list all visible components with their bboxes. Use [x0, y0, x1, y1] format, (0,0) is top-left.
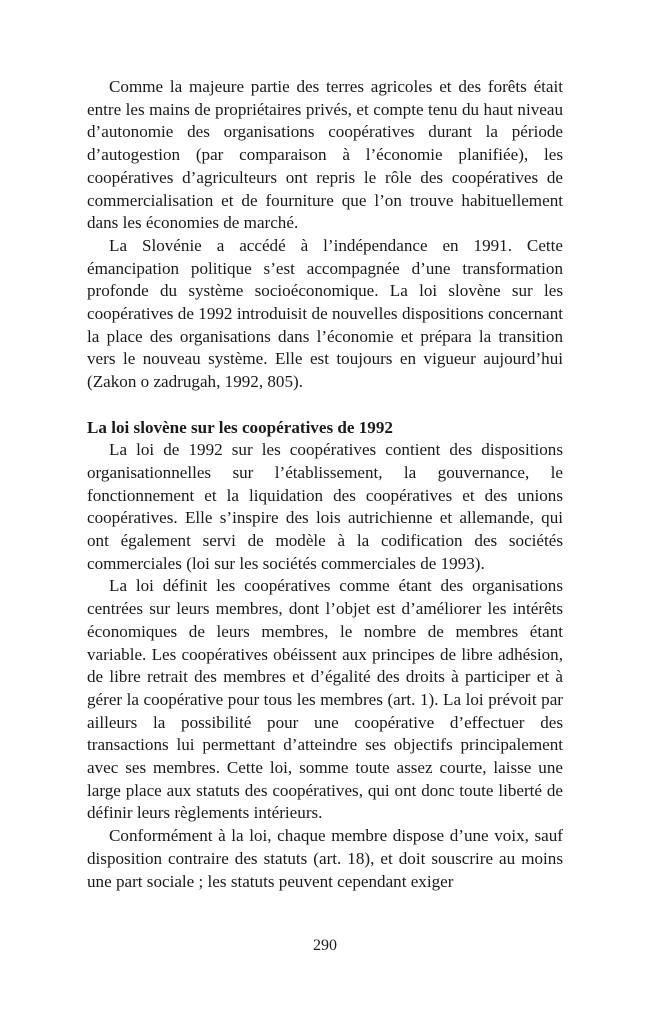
paragraph: La Slovénie a accédé à l’indépendance en 1991. Cette émancipation politique s’est accompagnée d’une transformation profonde du système socioéconomique. La loi slovène sur les coopératives de 1992 introduisit de nouvelles dispositions concernant la place des organisations dans l’économie et prépara la transition vers le nouveau système. Elle est toujours en vigueur aujourd’hui (Zakon o zadrugah, 1992, 805).: [87, 235, 563, 392]
paragraph: Conformément à la loi, chaque membre dispose d’une voix, sauf disposition contraire des statuts (art. 18), et doit souscrire au moins une part sociale ; les statuts peuvent cependant exiger: [87, 826, 563, 891]
body-text: [87, 76, 563, 893]
paragraph: Comme la majeure partie des terres agricoles et des forêts était entre les mains de propriétaires privés, et compte tenu du haut niveau d’autonomie des organisations coopératives durant la période d’autogestion (par comparaison à l’économie planifiée), les coopératives d’agriculteurs ont repris le rôle des coopératives de commercialisation et de fourniture que l’on trouve habituellement dans les économies de marché.: [87, 77, 563, 233]
page-number: 290: [313, 937, 337, 954]
paragraph: La loi définit les coopératives comme étant des organisations centrées sur leurs membres, dont l’objet est d’améliorer les intérêts économiques de leurs membres, le nombre de membres étant variable. Les coopératives obéissent aux principes de libre adhésion, de libre retrait des membres et d’égalité des droits à participer et à gérer la coopérative pour tous les membres (art. 1). La loi prévoit par ailleurs la possibilité pour une coopérative d’effectuer des transactions lui permettant d’atteindre ses objectifs principalement avec ses membres. Cette loi, somme toute assez courte, laisse une large place aux statuts des coopératives, qui ont donc toute liberté de définir leurs règlements intérieurs.: [87, 576, 563, 823]
section-heading: La loi slovène sur les coopératives de 1992: [87, 417, 393, 437]
paragraph: La loi de 1992 sur les coopératives contient des dispositions organisationnelles sur l’établissement, la gouvernance, le fonctionnement et la liquidation des coopératives et des unions coopératives. Elle s’inspire des lois autrichienne et allemande, qui ont également servi de modèle à la codification des sociétés commerciales (loi sur les sociétés commerciales de 1993).: [87, 440, 563, 573]
